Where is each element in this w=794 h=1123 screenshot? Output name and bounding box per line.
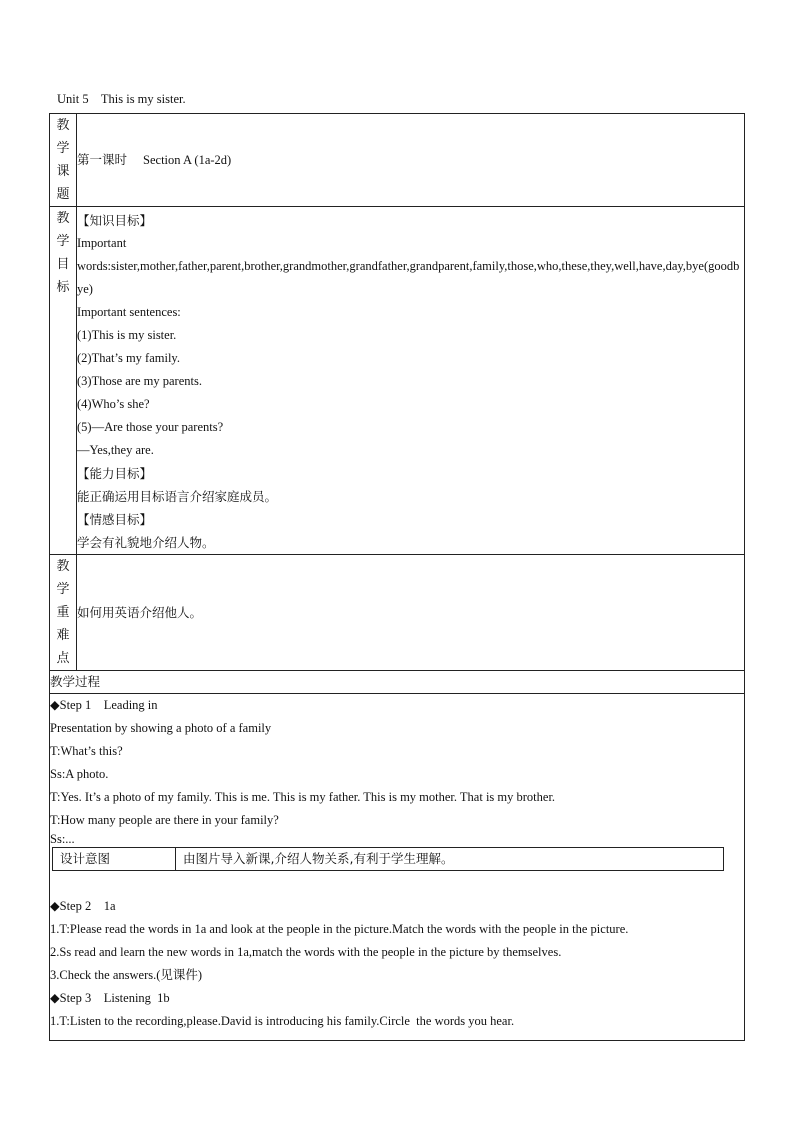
step2-line: 3.Check the answers.(见课件) — [50, 968, 203, 982]
lesson-plan-table — [49, 113, 745, 1041]
ability-goal-header: 【能力目标】 — [77, 466, 153, 481]
goals-content-cell — [77, 207, 745, 555]
topic-content-cell — [77, 114, 745, 207]
difficulty-label-char: 重 — [56, 605, 70, 620]
sentence-item: —Yes,they are. — [77, 443, 154, 457]
topic-label-char: 学 — [56, 141, 70, 156]
step1-line: Ss:A photo. — [50, 767, 109, 781]
topic-label-char: 教 — [56, 118, 70, 133]
goals-label-char: 教 — [56, 211, 70, 226]
important-words-list: words:sister,mother,father,parent,brother,grandmother,grandfather,grandparent,family,those,who,these,they,well,have,day,bye(goodbye) — [77, 259, 740, 296]
sentence-item: (2)That’s my family. — [77, 351, 180, 365]
topic-row — [50, 114, 745, 207]
difficulty-label-char: 学 — [56, 582, 70, 597]
knowledge-goal-header: 【知识目标】 — [77, 213, 153, 228]
design-intent-table — [52, 847, 724, 871]
topic-label-cell — [50, 114, 77, 207]
goals-label-char: 标 — [56, 280, 70, 295]
process-body-cell — [50, 694, 745, 1041]
topic-label-char: 题 — [56, 187, 70, 202]
difficulty-label-char: 教 — [56, 559, 70, 574]
process-header: 教学过程 — [50, 671, 745, 694]
sentence-item: (4)Who’s she? — [77, 397, 150, 411]
step1-line: T:How many people are there in your family? — [50, 813, 279, 827]
difficulty-label-char: 难 — [56, 628, 70, 643]
lesson-number: 第一课时 — [77, 152, 128, 167]
design-intent-row — [53, 848, 724, 871]
step1-line: T:Yes. It’s a photo of my family. This is me. This is my father. This is my mother. That is my brother. — [50, 790, 556, 804]
sentence-item: (3)Those are my parents. — [77, 374, 202, 388]
sentence-item: (1)This is my sister. — [77, 328, 177, 342]
goals-label-cell — [50, 207, 77, 555]
step1-line: Presentation by showing a photo of a family — [50, 721, 272, 735]
ability-goal-text: 能正确运用目标语言介绍家庭成员。 — [77, 489, 278, 504]
design-intent-label: 设计意图 — [53, 848, 176, 871]
lesson-section: Section A (1a-2d) — [143, 153, 232, 167]
important-sentences-label: Important sentences: — [77, 305, 181, 319]
step1-title: ◆Step 1 Leading in — [50, 698, 158, 712]
difficulty-label-char: 点 — [56, 651, 70, 666]
topic-label-char: 课 — [56, 164, 70, 179]
step2-line: 2.Ss read and learn the new words in 1a,match the words with the people in the picture by themselves. — [50, 945, 562, 959]
difficulty-content-cell: 如何用英语介绍他人。 — [77, 555, 745, 671]
step1-line: T:What’s this? — [50, 744, 123, 758]
step2-line: 1.T:Please read the words in 1a and look at the people in the picture.Match the words with the people in the picture. — [50, 922, 629, 936]
sentence-item: (5)—Are those your parents? — [77, 420, 224, 434]
process-header-row — [50, 671, 745, 694]
important-words-label: Important — [77, 236, 127, 250]
difficulty-row — [50, 555, 745, 671]
design-intent-text: 由图片导入新课,介绍人物关系,有利于学生理解。 — [176, 848, 724, 871]
step1-line: Ss:... — [50, 832, 75, 846]
goals-label-char: 目 — [56, 257, 70, 272]
goals-row — [50, 207, 745, 555]
emotion-goal-header: 【情感目标】 — [77, 512, 153, 527]
difficulty-label-cell — [50, 555, 77, 671]
emotion-goal-text: 学会有礼貌地介绍人物。 — [77, 535, 215, 550]
process-body-row — [50, 694, 745, 1041]
step3-line: 1.T:Listen to the recording,please.David is introducing his family.Circle the words you hear. — [50, 1014, 515, 1028]
page-title: Unit 5 This is my sister. — [57, 92, 186, 106]
step3-title: ◆Step 3 Listening 1b — [50, 991, 170, 1005]
step2-title: ◆Step 2 1a — [50, 899, 116, 913]
goals-label-char: 学 — [56, 234, 70, 249]
spacer — [50, 871, 744, 895]
